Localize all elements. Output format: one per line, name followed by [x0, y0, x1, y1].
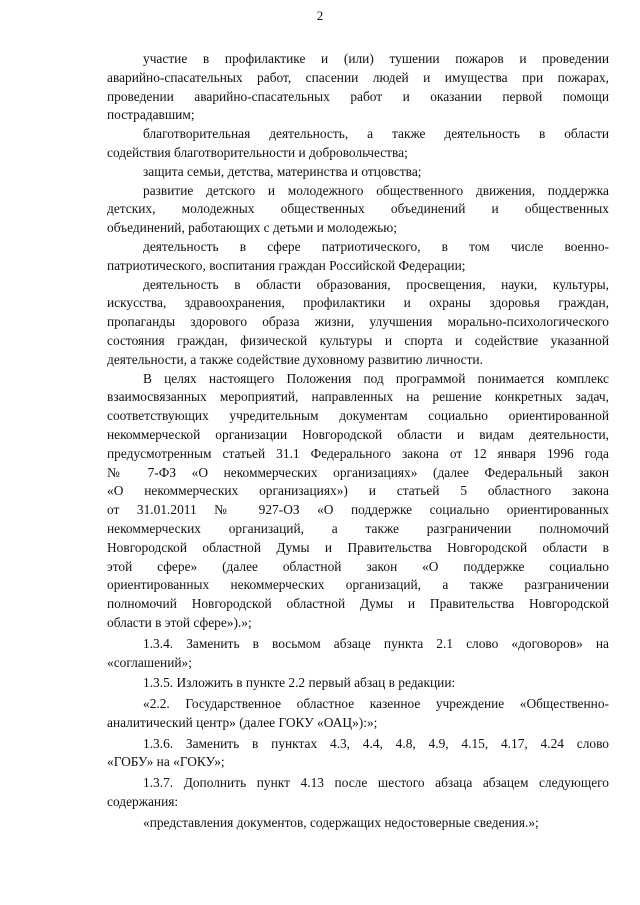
- paragraph: [107, 276, 609, 370]
- paragraph: [107, 370, 609, 633]
- paragraph-line: участие в профилактике и (или) тушении пожаров и проведении: [143, 51, 609, 66]
- paragraph-line: В целях настоящего Положения под программой понимается комплекс: [143, 370, 609, 386]
- paragraph-line: некоммерческой организации Новгородской области и видам деятельности,: [107, 426, 609, 442]
- paragraph-line: Новгородской областной Думы и Правительства Новгородской области в: [107, 539, 609, 555]
- paragraph-line: взаимосвязанных мероприятий, направленных на решение конкретных задач,: [107, 389, 609, 405]
- paragraph: [107, 735, 609, 773]
- paragraph-line: этой сфере» (далее областной закон «О поддержке социально: [107, 558, 609, 574]
- paragraph-line: некоммерческих организаций, а также разграничении полномочий: [107, 520, 609, 536]
- paragraph-line: 1.3.5. Изложить в пункте 2.2 первый абзац в редакции:: [143, 675, 456, 691]
- paragraph-line: области в этой сфере»).»;: [107, 614, 252, 630]
- paragraph-line: «представления документов, содержащих недостоверные сведения.»;: [143, 814, 539, 830]
- paragraph-line: проведении аварийно-спасательных работ и оказании первой помощи: [107, 88, 609, 104]
- paragraph-line: объединений, работающих с детьми и молодежью;: [107, 220, 397, 236]
- paragraph-line: состояния граждан, физической культуры и спорта и содействие указанной: [107, 332, 609, 348]
- paragraph: [107, 814, 609, 833]
- paragraph-line: 1.3.7. Дополнить пункт 4.13 после шестого абзаца абзацем следующего: [143, 775, 609, 791]
- paragraph-line: от 31.01.2011 № 927-ОЗ «О поддержке социально ориентированных: [107, 502, 609, 518]
- paragraph-line: соответствующих учредительным документам социально ориентированной: [107, 408, 609, 424]
- paragraph-line: № 7-ФЗ «О некоммерческих организациях» (далее Федеральный закон: [107, 464, 609, 480]
- paragraph: [107, 125, 609, 163]
- document-body: [107, 50, 609, 835]
- paragraph: [107, 50, 609, 125]
- paragraph-line: содействия благотворительности и добровольчества;: [107, 144, 408, 160]
- paragraph-line: «2.2. Государственное областное казенное учреждение «Общественно-: [143, 696, 609, 712]
- paragraph-line: защита семьи, детства, материнства и отцовства;: [143, 163, 422, 179]
- paragraph-line: содержания:: [107, 794, 179, 810]
- paragraph-line: пропаганды здорового образа жизни, улучшения морально-психологического: [107, 314, 609, 330]
- paragraph-line: ориентированных некоммерческих организаций, а также разграничении: [107, 577, 609, 593]
- paragraph: [107, 238, 609, 276]
- paragraph-line: аналитический центр» (далее ГОКУ «ОАЦ»):»;: [107, 714, 378, 730]
- paragraph: [107, 774, 609, 812]
- paragraph: [107, 674, 609, 693]
- paragraph: [107, 635, 609, 673]
- paragraph-line: деятельность в сфере патриотического, в том числе военно-: [143, 238, 609, 254]
- paragraph-line: развитие детского и молодежного общественного движения, поддержка: [143, 182, 609, 198]
- paragraph-line: патриотического, воспитания граждан Российской Федерации;: [107, 257, 466, 273]
- paragraph-line: «ГОБУ» на «ГОКУ»;: [107, 754, 225, 770]
- paragraph-line: искусства, здравоохранения, профилактики и охраны здоровья граждан,: [107, 295, 609, 311]
- paragraph-line: «соглашений»;: [107, 654, 192, 670]
- paragraph-line: полномочий Новгородской областной Думы и Правительства Новгородской: [107, 596, 609, 612]
- paragraph-line: деятельность в области образования, просвещения, науки, культуры,: [143, 276, 609, 292]
- paragraph-line: 1.3.6. Заменить в пунктах 4.3, 4.4, 4.8, 4.9, 4.15, 4.17, 4.24 слово: [143, 735, 609, 751]
- paragraph-line: «О некоммерческих организациях») и статьей 5 областного закона: [107, 483, 609, 499]
- paragraph-line: благотворительная деятельность, а также деятельность в области: [143, 126, 609, 142]
- paragraph-line: аварийно-спасательных работ, спасении людей и имущества при пожарах,: [107, 69, 609, 85]
- paragraph-line: пострадавшим;: [107, 107, 195, 123]
- paragraph: [107, 163, 609, 182]
- page-number: 2: [316, 8, 324, 23]
- paragraph-line: предусмотренным статьей 31.1 Федерального закона от 12 января 1996 года: [107, 445, 609, 461]
- paragraph: [107, 695, 609, 733]
- paragraph-line: деятельности, а также содействие духовному развитию личности.: [107, 351, 483, 367]
- paragraph-line: детских, молодежных общественных объединений и общественных: [107, 201, 609, 217]
- paragraph-line: 1.3.4. Заменить в восьмом абзаце пункта 2.1 слово «договоров» на: [143, 635, 609, 651]
- paragraph: [107, 182, 609, 238]
